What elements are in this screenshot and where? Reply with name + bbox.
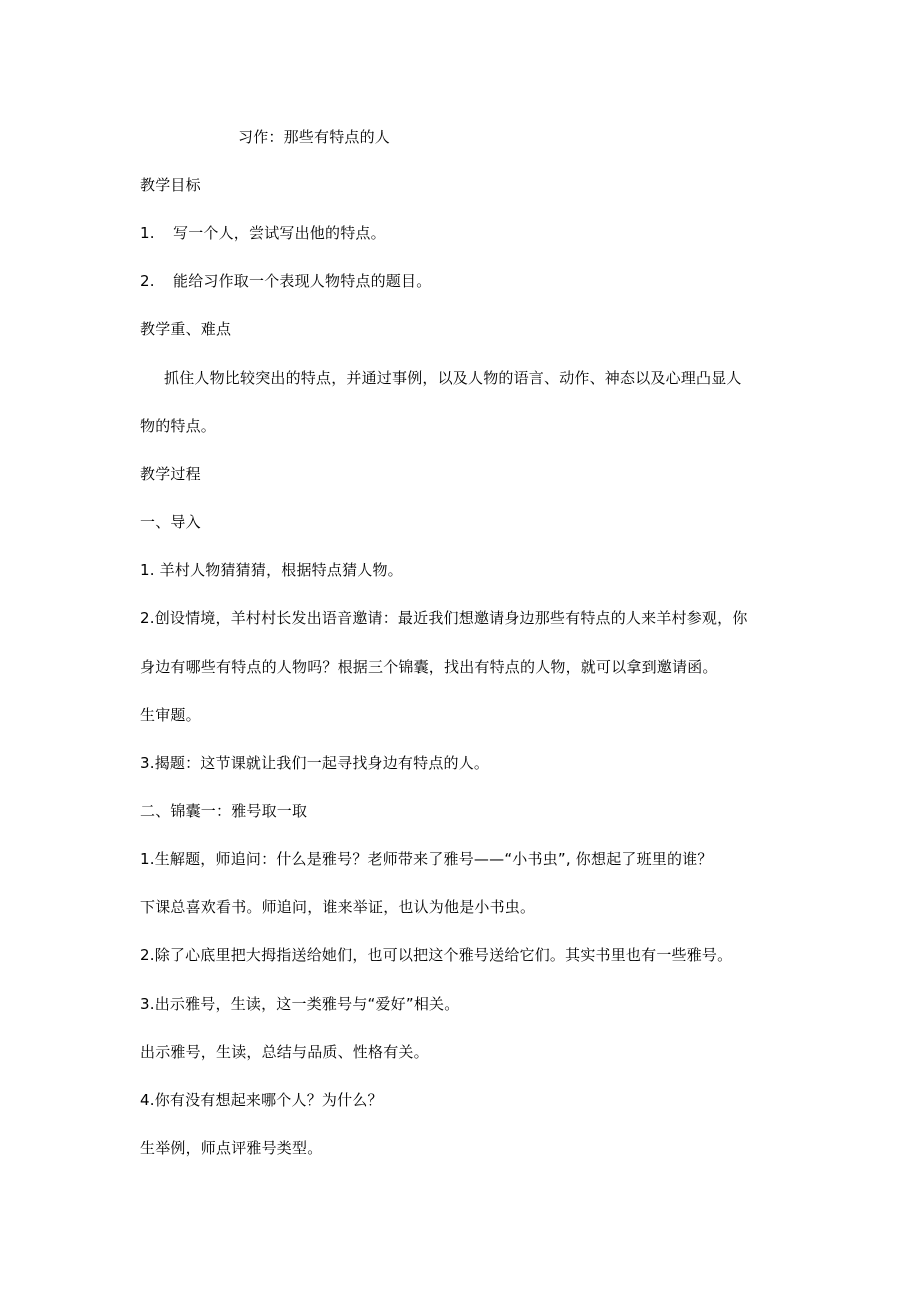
- goal-text: 写一个人，尝试写出他的特点。: [173, 224, 386, 242]
- section2-item: 生举例，师点评雅号类型。: [140, 1139, 323, 1157]
- section1-item: 身边有哪些有特点的人物吗？根据三个锦囊，找出有特点的人物，就可以拿到邀请函。: [140, 658, 718, 676]
- section1-item: 3.揭题：这节课就让我们一起寻找身边有特点的人。: [140, 754, 490, 772]
- section2-item: 3.出示雅号，生读，这一类雅号与“爱好”相关。: [140, 995, 460, 1013]
- section2-item: 1.生解题，师追问：什么是雅号？老师带来了雅号——“小书虫”, 你想起了班里的谁？: [140, 850, 713, 868]
- page-title: 习作：那些有特点的人: [238, 128, 391, 146]
- goals-heading: 教学目标: [140, 176, 201, 194]
- section2-item: 4.你有没有想起来哪个人？为什么？: [140, 1091, 383, 1109]
- goal-item-2: [140, 271, 431, 291]
- key-text-line-1: 抓住人物比较突出的特点，并通过事例，以及人物的语言、动作、神态以及心理凸显人: [164, 369, 742, 387]
- key-text-line-2: 物的特点。: [140, 417, 217, 435]
- goal-item-1: [140, 223, 386, 243]
- section1-item: 生审题。: [140, 706, 201, 724]
- section1-item: 1. 羊村人物猜猜猜，根据特点猜人物。: [140, 561, 403, 579]
- section1-item: 2.创设情境，羊村村长发出语音邀请：最近我们想邀请身边那些有特点的人来羊村参观，你: [140, 609, 748, 627]
- section2-item: 2.除了心底里把大拇指送给她们，也可以把这个雅号送给它们。其实书里也有一些雅号。: [140, 946, 733, 964]
- goal-text: 能给习作取一个表现人物特点的题目。: [173, 272, 432, 290]
- process-heading: 教学过程: [140, 465, 201, 483]
- goal-number: 1.: [140, 224, 155, 242]
- section1-heading: 一、导入: [140, 513, 201, 531]
- goal-number: 2.: [140, 272, 155, 290]
- key-heading: 教学重、难点: [140, 320, 232, 338]
- section2-item: 下课总喜欢看书。师追问，谁来举证，也认为他是小书虫。: [140, 898, 536, 916]
- section2-heading: 二、锦囊一：雅号取一取: [140, 802, 308, 820]
- section2-item: 出示雅号，生读，总结与品质、性格有关。: [140, 1043, 429, 1061]
